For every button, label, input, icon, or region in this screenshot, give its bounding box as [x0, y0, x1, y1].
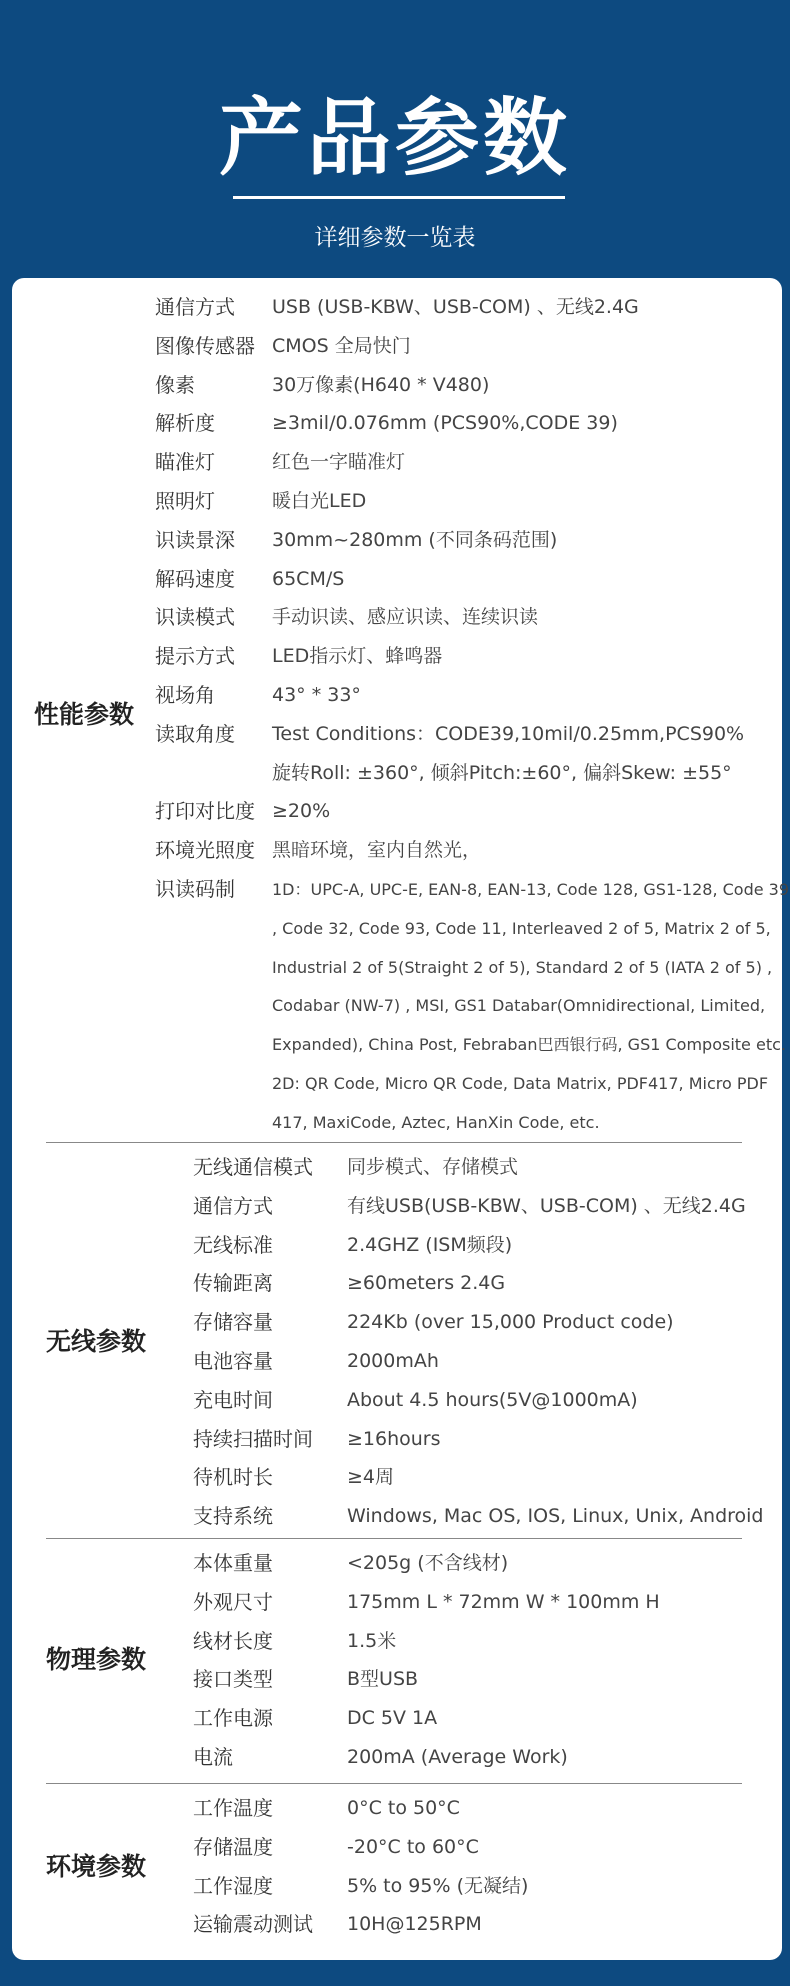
spec-row: [12, 870, 790, 909]
spec-value: ≥16hours: [347, 1427, 441, 1450]
spec-value: -20°C to 60°C: [347, 1835, 479, 1858]
spec-label: 无线标准: [193, 1232, 273, 1257]
spec-label: 瞄准灯: [155, 450, 215, 475]
spec-label: 读取角度: [155, 721, 235, 746]
spec-label: 通信方式: [155, 295, 235, 319]
spec-row: [12, 1699, 782, 1738]
spec-value: B型USB: [347, 1668, 419, 1691]
spec-value: 30mm~280mm (不同条码范围): [272, 528, 558, 551]
spec-label: 无线通信模式: [193, 1155, 313, 1179]
spec-value: 30万像素(H640 * V480): [272, 373, 490, 396]
spec-row: [12, 598, 782, 637]
spec-label: 支持系统: [193, 1504, 273, 1529]
spec-label: 传输距离: [193, 1271, 273, 1296]
spec-label: 照明灯: [155, 489, 215, 513]
section-title: 环境参数: [46, 1851, 147, 1881]
spec-label: 待机时长: [193, 1465, 273, 1490]
spec-row: [12, 482, 782, 521]
spec-row: [12, 1458, 782, 1497]
spec-row: [12, 443, 782, 482]
spec-row: [12, 948, 782, 987]
spec-label: 持续扫描时间: [193, 1426, 313, 1451]
spec-row: [12, 560, 782, 599]
spec-value: USB (USB-KBW、USB-COM) 、无线2.4G: [272, 296, 639, 318]
spec-row: [12, 1025, 786, 1064]
spec-value: 有线USB(USB-KBW、USB-COM) 、无线2.4G: [347, 1194, 746, 1217]
spec-label: 图像传感器: [155, 333, 255, 358]
spec-row: [12, 1064, 782, 1103]
section-1: [12, 288, 790, 1142]
spec-value: Windows, Mac OS, IOS, Linux, Unix, Android: [347, 1505, 764, 1528]
spec-label: 识读景深: [155, 527, 235, 552]
spec-value: 417, MaxiCode, Aztec, HanXin Code, etc.: [272, 1112, 600, 1132]
spec-row: [12, 1789, 782, 1828]
spec-value: ≥20%: [272, 800, 331, 823]
spec-label: 像素: [155, 372, 195, 397]
spec-value: DC 5V 1A: [347, 1707, 438, 1730]
spec-label: 视场角: [155, 683, 215, 707]
spec-value: 43° * 33°: [272, 684, 361, 706]
spec-row: [12, 1342, 782, 1381]
section-4: [12, 1789, 782, 1944]
spec-value: LED指示灯、蜂鸣器: [272, 645, 443, 668]
section-divider: [46, 1538, 742, 1539]
title-underline: [233, 196, 565, 199]
spec-value: 65CM/S: [272, 567, 345, 590]
page-subtitle: 详细参数一览表: [314, 225, 476, 251]
spec-label: 充电时间: [193, 1387, 273, 1412]
spec-row: [12, 1420, 782, 1459]
spec-row: [12, 1738, 782, 1777]
spec-row: [12, 986, 782, 1025]
section-divider: [46, 1783, 742, 1784]
spec-label: 提示方式: [155, 644, 235, 669]
section-2: [12, 1148, 782, 1536]
spec-row: [12, 754, 782, 793]
spec-value: 2D: QR Code, Micro QR Code, Data Matrix, PDF417, Micro PDF: [272, 1074, 769, 1093]
spec-row: [12, 1828, 782, 1867]
spec-label: 电流: [193, 1745, 233, 1769]
spec-row: [12, 1187, 782, 1226]
spec-row: [12, 637, 782, 676]
spec-row: [12, 1622, 782, 1661]
spec-label: 打印对比度: [155, 799, 255, 824]
spec-value: 175mm L * 72mm W * 100mm H: [347, 1590, 660, 1613]
spec-row: [12, 909, 782, 948]
spec-row: [12, 404, 782, 443]
spec-value: 2.4GHZ (ISM频段): [347, 1233, 513, 1256]
spec-row: [12, 831, 782, 870]
section-title: 物理参数: [46, 1645, 147, 1675]
spec-row: [12, 1497, 782, 1536]
spec-label: 本体重量: [193, 1551, 273, 1575]
spec-row: [12, 792, 782, 831]
spec-value: ≥3mil/0.076mm (PCS90%,CODE 39): [272, 412, 618, 435]
spec-value: CMOS 全局快门: [272, 334, 411, 357]
spec-value: About 4.5 hours(5V@1000mA): [347, 1388, 638, 1411]
spec-value: 0°C to 50°C: [347, 1797, 460, 1819]
spec-label: 线材长度: [193, 1628, 273, 1653]
spec-row: [12, 1148, 782, 1187]
spec-label: 通信方式: [193, 1193, 273, 1218]
spec-label: 接口类型: [193, 1667, 273, 1692]
spec-label: 识读模式: [155, 605, 235, 630]
spec-label: 解析度: [155, 411, 215, 436]
spec-row: [12, 521, 782, 560]
spec-label: 存储容量: [193, 1310, 273, 1335]
spec-card: [12, 278, 790, 1960]
spec-label: 环境光照度: [155, 838, 255, 863]
spec-value: 224Kb (over 15,000 Product code): [347, 1311, 674, 1334]
spec-value: 10H@125RPM: [347, 1913, 482, 1936]
spec-value: 1.5米: [347, 1629, 397, 1652]
spec-value: <205g (不含线材): [347, 1552, 509, 1574]
spec-value: 2000mAh: [347, 1350, 439, 1372]
spec-label: 识读码制: [155, 877, 235, 901]
spec-label: 运输震动测试: [193, 1912, 313, 1937]
spec-label: 工作电源: [193, 1706, 273, 1731]
spec-value: ≥4周: [347, 1466, 395, 1489]
spec-value: Expanded), China Post, Febraban巴西银行码, GS1 Composite etc.: [272, 1035, 786, 1055]
spec-value: 200mA (Average Work): [347, 1746, 568, 1768]
spec-row: [12, 1660, 782, 1699]
spec-label: 存储温度: [193, 1834, 273, 1859]
spec-value: 5% to 95% (无凝结): [347, 1874, 529, 1897]
spec-value: Industrial 2 of 5(Straight 2 of 5), Standard 2 of 5 (IATA 2 of 5) ,: [272, 957, 773, 977]
spec-value: 旋转Roll: ±360°, 倾斜Pitch:±60°, 偏斜Skew: ±55°: [272, 761, 732, 784]
header: [0, 0, 790, 278]
spec-row: [12, 1226, 782, 1265]
spec-value: Test Conditions：CODE39,10mil/0.25mm,PCS90%: [272, 722, 745, 745]
spec-row: [12, 1381, 782, 1420]
page-title: 产品参数: [218, 89, 571, 187]
spec-row: [12, 1905, 782, 1944]
spec-row: [12, 366, 782, 405]
spec-label: 解码速度: [155, 566, 235, 591]
spec-value: ≥60meters 2.4G: [347, 1272, 506, 1295]
spec-row: [12, 1303, 782, 1342]
spec-row: [12, 288, 782, 327]
spec-label: 电池容量: [193, 1349, 273, 1373]
spec-label: 工作温度: [193, 1796, 273, 1820]
spec-label: 外观尺寸: [193, 1589, 273, 1614]
spec-row: [12, 715, 782, 754]
spec-row: [12, 327, 782, 366]
section-3: [12, 1544, 782, 1777]
spec-row: [12, 676, 782, 715]
spec-row: [12, 1103, 782, 1142]
spec-row: [12, 1264, 782, 1303]
spec-value: 黑暗环境，室内自然光，: [272, 839, 482, 862]
spec-value: 红色一字瞄准灯: [272, 451, 406, 474]
spec-label: 工作湿度: [193, 1873, 273, 1898]
spec-value: , Code 32, Code 93, Code 11, Interleaved 2 of 5, Matrix 2 of 5,: [272, 918, 771, 938]
spec-row: [12, 1583, 782, 1622]
spec-row: [12, 1544, 782, 1583]
section-divider: [46, 1142, 742, 1143]
section-title: 无线参数: [46, 1327, 147, 1356]
spec-value: 暖白光LED: [272, 490, 367, 512]
spec-value: 1D：UPC-A, UPC-E, EAN-8, EAN-13, Code 128, GS1-128, Code 39: [272, 880, 790, 899]
spec-value: Codabar (NW-7) , MSI, GS1 Databar(Omnidirectional, Limited,: [272, 996, 766, 1016]
spec-row: [12, 1867, 782, 1906]
spec-value: 手动识读、感应识读、连续识读: [272, 606, 539, 629]
spec-value: 同步模式、存储模式: [347, 1156, 519, 1178]
section-title: 性能参数: [34, 699, 135, 729]
